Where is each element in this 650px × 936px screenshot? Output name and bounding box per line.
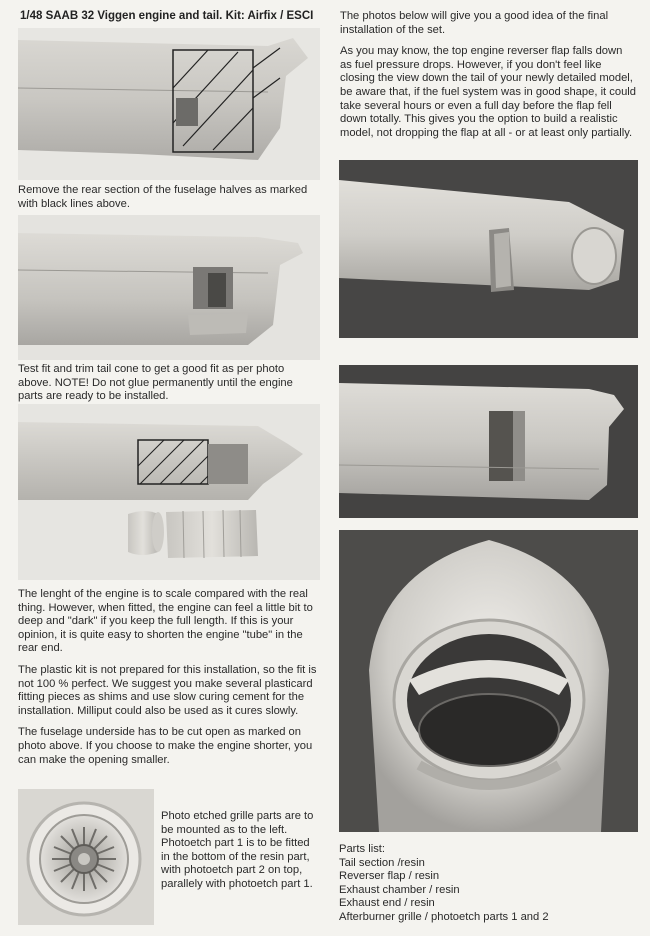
photo-grille-part <box>18 789 154 925</box>
photo-engine-parts <box>18 404 320 580</box>
parts-list-heading: Parts list: <box>339 843 386 855</box>
photo-fuselage-marked <box>18 28 320 180</box>
parts-list-item: Reverser flap / resin <box>339 870 440 883</box>
photo-tail-test-fit <box>18 215 320 360</box>
parts-list-item: Afterburner grille / photoetch parts 1 and 2 <box>339 910 549 923</box>
page-title: 1/48 SAAB 32 Viggen engine and tail. Kit: Airfix / ESCI <box>20 10 314 22</box>
text-intro <box>340 10 636 148</box>
text-engine-body <box>18 588 320 775</box>
photo-final-exhaust-rear <box>339 530 638 832</box>
parts-list <box>339 843 639 925</box>
paragraph-engine-length: The lenght of the engine is to scale compared with the real thing. However, when fitted, the engine can feel a little bit to deep and "dark" if you keep the full length. If this is your opinion, it is quite easy to shorten the engine "tube" in the rear end. <box>18 588 313 655</box>
paragraph-plastic-fit: The plastic kit is not prepared for this installation, so the fit is not 100 % perfect. We suggest you make several plasticard fitting pieces as shims and use slow curing cement for the installation. Milliput could also be used as it cures slowly. <box>18 663 317 717</box>
caption-test-fit: Test fit and trim tail cone to get a good fit as per photo above. NOTE! Do not glue permanently until the engine parts are ready to be installed. <box>18 363 293 403</box>
photo-final-tail-side <box>339 160 638 338</box>
parts-list-item: Exhaust chamber / resin <box>339 883 460 896</box>
photo-final-tail-top <box>339 365 638 518</box>
caption-remove-rear: Remove the rear section of the fuselage halves as marked with black lines above. <box>18 184 308 210</box>
paragraph-underside: The fuselage underside has to be cut open as marked on photo above. If you choose to make the engine shorter, you can make the opening smaller. <box>18 726 313 766</box>
paragraph-reverser-flap: As you may know, the top engine reverser flap falls down as fuel pressure drops. However, if you don't feel like closing the view down the tail of your newly detailed model, be aware that, if the fuel system was in good shape, it could take several hours or even a full day before the flap fell down totally. This gives you the option to build a realistic model, not dropping the flap at all - or at least only partially. <box>340 45 637 139</box>
parts-list-item: Tail section /resin <box>339 856 425 869</box>
paragraph-photos-intro: The photos below will give you a good idea of the final installation of the set. <box>340 10 609 36</box>
parts-list-item: Exhaust end / resin <box>339 897 435 910</box>
caption-grille: Photo etched grille parts are to be mounted as to the left. Photoetch part 1 is to be fitted in the bottom of the resin part, with photoetch part 2 on top, parallely with photoetch part 1. <box>161 810 314 890</box>
